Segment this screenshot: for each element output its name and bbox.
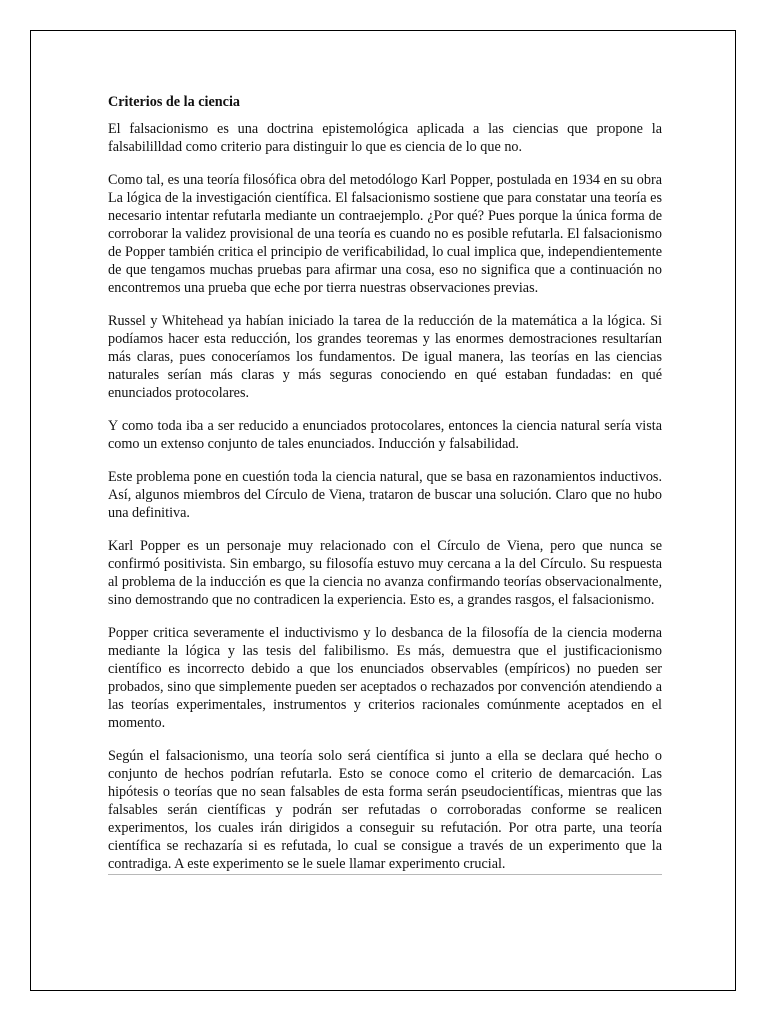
paragraph: Este problema pone en cuestión toda la ciencia natural, que se basa en razonamientos inductivos. Así, algunos miembros del Círculo de Viena, trataron de buscar una solución. Claro que no hubo una definitiva. — [108, 469, 662, 521]
paragraph: Karl Popper es un personaje muy relacionado con el Círculo de Viena, pero que nunca se confirmó positivista. Sin embargo, su filosofía estuvo muy cercana a la del Círculo. Su respuesta al problema de la inducción es que la ciencia no avanza confirmando teorías observacionalmente, sino demostrando que no contradicen la experiencia. Esto es, a grandes rasgos, el falsacionismo. — [108, 538, 662, 608]
paragraph: El falsacionismo es una doctrina epistemológica aplicada a las ciencias que propone la falsabililldad como criterio para distinguir lo que es ciencia de lo que no. — [108, 121, 662, 155]
paragraph: Y como toda iba a ser reducido a enunciados protocolares, entonces la ciencia natural sería vista como un extenso conjunto de tales enunciados. Inducción y falsabilidad. — [108, 418, 662, 452]
document-title: Criterios de la ciencia — [108, 94, 240, 110]
paragraph: Russel y Whitehead ya habían iniciado la tarea de la reducción de la matemática a la lógica. Si podíamos hacer esta reducción, los grandes teoremas y las enormes demostraciones resultarían más claras, pues conoceríamos los fundamentos. De igual manera, las teorías en las ciencias naturales serían más claras y más seguras conociendo en qué estaban fundadas: en qué enunciados protocolares. — [108, 313, 662, 401]
document-page — [30, 30, 736, 991]
paragraph: Como tal, es una teoría filosófica obra del metodólogo Karl Popper, postulada en 1934 en su obra La lógica de la investigación científica. El falsacionismo sostiene que para constatar una teoría es necesario intentar refutarla mediante un contraejemplo. ¿Por qué? Pues porque la única forma de corroborar la validez provisional de una teoría es cuando no es posible refutarla. El falsacionismo de Popper también critica el principio de verificabilidad, lo cual implica que, independientemente de que tengamos muchas pruebas para afirmar una cosa, eso no significa que a continuación no encontremos una prueba que eche por tierra nuestras observaciones previas. — [108, 172, 662, 296]
paragraph: Según el falsacionismo, una teoría solo será científica si junto a ella se declara qué hecho o conjunto de hechos podrían refutarla. Esto se conoce como el criterio de demarcación. Las hipótesis o teorías que no sean falsables de esta forma serán pseudocientíficas, mientras que las falsables serán científicas y podrán ser refutadas o corroboradas conforme se realicen experimentos, los cuales irán dirigidos a conseguir su refutación. Por otra parte, una teoría científica se rechazaría si es refutada, lo cual se consigue a través de un experimento que la contradiga. A este experimento se le suele llamar experimento crucial. — [108, 747, 662, 875]
paragraph: Popper critica severamente el inductivismo y lo desbanca de la filosofía de la ciencia moderna mediante la lógica y las tesis del falibilismo. Es más, demuestra que el justificacionismo científico es incorrecto debido a que los enunciados observables (empíricos) no pueden ser probados, sino que simplemente pueden ser aceptados o rechazados por convención atendiendo a las teorías experimentales, instrumentos y criterios racionales comúnmente aceptados en el momento. — [108, 625, 662, 731]
document-body — [108, 93, 662, 875]
